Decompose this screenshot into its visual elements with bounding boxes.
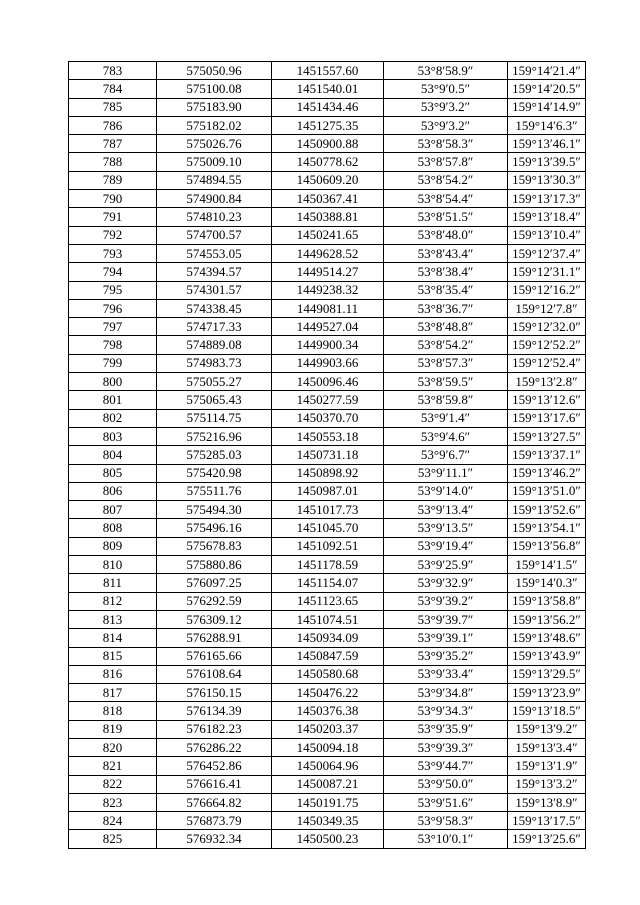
latitude-cell: 53°9′39.3″ bbox=[384, 738, 508, 756]
point-number-cell: 802 bbox=[69, 409, 157, 427]
table-row bbox=[69, 373, 586, 391]
table-row bbox=[69, 354, 586, 372]
point-number-cell: 801 bbox=[69, 391, 157, 409]
x-coordinate-cell: 574553.05 bbox=[157, 244, 272, 262]
longitude-cell: 159°13′54.1″ bbox=[508, 519, 586, 537]
point-number-cell: 798 bbox=[69, 336, 157, 354]
x-coordinate-cell: 575055.27 bbox=[157, 373, 272, 391]
table-row bbox=[69, 336, 586, 354]
y-coordinate-cell: 1451154.07 bbox=[272, 574, 384, 592]
longitude-cell: 159°14′0.3″ bbox=[508, 574, 586, 592]
y-coordinate-cell: 1451092.51 bbox=[272, 537, 384, 555]
x-coordinate-cell: 574900.84 bbox=[157, 190, 272, 208]
longitude-cell: 159°13′29.5″ bbox=[508, 665, 586, 683]
table-row bbox=[69, 446, 586, 464]
longitude-cell: 159°13′12.6″ bbox=[508, 391, 586, 409]
longitude-cell: 159°13′3.2″ bbox=[508, 775, 586, 793]
y-coordinate-cell: 1450580.68 bbox=[272, 665, 384, 683]
x-coordinate-cell: 575050.96 bbox=[157, 62, 272, 80]
longitude-cell: 159°13′17.3″ bbox=[508, 190, 586, 208]
latitude-cell: 53°9′58.3″ bbox=[384, 812, 508, 830]
latitude-cell: 53°8′38.4″ bbox=[384, 263, 508, 281]
latitude-cell: 53°8′54.2″ bbox=[384, 336, 508, 354]
x-coordinate-cell: 576616.41 bbox=[157, 775, 272, 793]
x-coordinate-cell: 575009.10 bbox=[157, 153, 272, 171]
table-row bbox=[69, 244, 586, 262]
x-coordinate-cell: 575285.03 bbox=[157, 446, 272, 464]
table-row bbox=[69, 556, 586, 574]
point-number-cell: 796 bbox=[69, 299, 157, 317]
longitude-cell: 159°13′1.9″ bbox=[508, 757, 586, 775]
longitude-cell: 159°13′56.2″ bbox=[508, 610, 586, 628]
longitude-cell: 159°12′7.8″ bbox=[508, 299, 586, 317]
y-coordinate-cell: 1451074.51 bbox=[272, 610, 384, 628]
point-number-cell: 811 bbox=[69, 574, 157, 592]
x-coordinate-cell: 574810.23 bbox=[157, 208, 272, 226]
x-coordinate-cell: 575065.43 bbox=[157, 391, 272, 409]
point-number-cell: 793 bbox=[69, 244, 157, 262]
table-row bbox=[69, 263, 586, 281]
table-row bbox=[69, 153, 586, 171]
latitude-cell: 53°8′48.0″ bbox=[384, 226, 508, 244]
x-coordinate-cell: 575183.90 bbox=[157, 98, 272, 116]
latitude-cell: 53°9′39.2″ bbox=[384, 592, 508, 610]
latitude-cell: 53°9′32.9″ bbox=[384, 574, 508, 592]
table-row bbox=[69, 665, 586, 683]
y-coordinate-cell: 1450277.59 bbox=[272, 391, 384, 409]
point-number-cell: 805 bbox=[69, 464, 157, 482]
table-row bbox=[69, 135, 586, 153]
table-row bbox=[69, 738, 586, 756]
x-coordinate-cell: 575420.98 bbox=[157, 464, 272, 482]
latitude-cell: 53°9′39.1″ bbox=[384, 629, 508, 647]
longitude-cell: 159°14′1.5″ bbox=[508, 556, 586, 574]
longitude-cell: 159°13′3.4″ bbox=[508, 738, 586, 756]
longitude-cell: 159°13′9.2″ bbox=[508, 720, 586, 738]
x-coordinate-cell: 576097.25 bbox=[157, 574, 272, 592]
point-number-cell: 788 bbox=[69, 153, 157, 171]
y-coordinate-cell: 1449081.11 bbox=[272, 299, 384, 317]
longitude-cell: 159°13′51.0″ bbox=[508, 482, 586, 500]
x-coordinate-cell: 576134.39 bbox=[157, 702, 272, 720]
table-row bbox=[69, 391, 586, 409]
table-row bbox=[69, 757, 586, 775]
x-coordinate-cell: 574717.33 bbox=[157, 318, 272, 336]
latitude-cell: 53°9′11.1″ bbox=[384, 464, 508, 482]
table-row bbox=[69, 537, 586, 555]
point-number-cell: 823 bbox=[69, 793, 157, 811]
latitude-cell: 53°8′54.2″ bbox=[384, 171, 508, 189]
x-coordinate-cell: 574700.57 bbox=[157, 226, 272, 244]
point-number-cell: 791 bbox=[69, 208, 157, 226]
latitude-cell: 53°8′57.3″ bbox=[384, 354, 508, 372]
y-coordinate-cell: 1450898.92 bbox=[272, 464, 384, 482]
x-coordinate-cell: 574889.08 bbox=[157, 336, 272, 354]
latitude-cell: 53°8′57.8″ bbox=[384, 153, 508, 171]
y-coordinate-cell: 1450367.41 bbox=[272, 190, 384, 208]
latitude-cell: 53°9′50.0″ bbox=[384, 775, 508, 793]
table-row bbox=[69, 80, 586, 98]
latitude-cell: 53°9′13.5″ bbox=[384, 519, 508, 537]
point-number-cell: 808 bbox=[69, 519, 157, 537]
latitude-cell: 53°9′39.7″ bbox=[384, 610, 508, 628]
table-row bbox=[69, 702, 586, 720]
longitude-cell: 159°13′37.1″ bbox=[508, 446, 586, 464]
x-coordinate-cell: 576932.34 bbox=[157, 830, 272, 848]
longitude-cell: 159°13′43.9″ bbox=[508, 647, 586, 665]
y-coordinate-cell: 1451178.59 bbox=[272, 556, 384, 574]
table-row bbox=[69, 793, 586, 811]
y-coordinate-cell: 1450094.18 bbox=[272, 738, 384, 756]
table-row bbox=[69, 171, 586, 189]
y-coordinate-cell: 1450553.18 bbox=[272, 427, 384, 445]
longitude-cell: 159°12′32.0″ bbox=[508, 318, 586, 336]
latitude-cell: 53°9′25.9″ bbox=[384, 556, 508, 574]
latitude-cell: 53°8′51.5″ bbox=[384, 208, 508, 226]
latitude-cell: 53°8′58.9″ bbox=[384, 62, 508, 80]
longitude-cell: 159°13′25.6″ bbox=[508, 830, 586, 848]
x-coordinate-cell: 576452.86 bbox=[157, 757, 272, 775]
x-coordinate-cell: 576150.15 bbox=[157, 684, 272, 702]
x-coordinate-cell: 575678.83 bbox=[157, 537, 272, 555]
y-coordinate-cell: 1450064.96 bbox=[272, 757, 384, 775]
point-number-cell: 822 bbox=[69, 775, 157, 793]
table-row bbox=[69, 427, 586, 445]
point-number-cell: 807 bbox=[69, 501, 157, 519]
point-number-cell: 790 bbox=[69, 190, 157, 208]
y-coordinate-cell: 1451557.60 bbox=[272, 62, 384, 80]
longitude-cell: 159°14′6.3″ bbox=[508, 116, 586, 134]
y-coordinate-cell: 1449238.32 bbox=[272, 281, 384, 299]
x-coordinate-cell: 574894.55 bbox=[157, 171, 272, 189]
x-coordinate-cell: 575880.86 bbox=[157, 556, 272, 574]
table-row bbox=[69, 116, 586, 134]
x-coordinate-cell: 574338.45 bbox=[157, 299, 272, 317]
table-row bbox=[69, 775, 586, 793]
x-coordinate-cell: 575494.30 bbox=[157, 501, 272, 519]
table-row bbox=[69, 464, 586, 482]
point-number-cell: 820 bbox=[69, 738, 157, 756]
point-number-cell: 825 bbox=[69, 830, 157, 848]
longitude-cell: 159°12′37.4″ bbox=[508, 244, 586, 262]
x-coordinate-cell: 575511.76 bbox=[157, 482, 272, 500]
latitude-cell: 53°8′35.4″ bbox=[384, 281, 508, 299]
y-coordinate-cell: 1450376.38 bbox=[272, 702, 384, 720]
longitude-cell: 159°13′39.5″ bbox=[508, 153, 586, 171]
x-coordinate-cell: 576182.23 bbox=[157, 720, 272, 738]
coordinates-table-body bbox=[69, 62, 586, 849]
longitude-cell: 159°12′52.4″ bbox=[508, 354, 586, 372]
table-row bbox=[69, 720, 586, 738]
table-row bbox=[69, 482, 586, 500]
latitude-cell: 53°8′36.7″ bbox=[384, 299, 508, 317]
table-row bbox=[69, 812, 586, 830]
longitude-cell: 159°14′14.9″ bbox=[508, 98, 586, 116]
y-coordinate-cell: 1450778.62 bbox=[272, 153, 384, 171]
latitude-cell: 53°9′19.4″ bbox=[384, 537, 508, 555]
latitude-cell: 53°9′34.8″ bbox=[384, 684, 508, 702]
point-number-cell: 818 bbox=[69, 702, 157, 720]
latitude-cell: 53°9′44.7″ bbox=[384, 757, 508, 775]
table-row bbox=[69, 830, 586, 848]
y-coordinate-cell: 1450500.23 bbox=[272, 830, 384, 848]
point-number-cell: 813 bbox=[69, 610, 157, 628]
x-coordinate-cell: 576664.82 bbox=[157, 793, 272, 811]
table-row bbox=[69, 501, 586, 519]
point-number-cell: 809 bbox=[69, 537, 157, 555]
latitude-cell: 53°8′58.3″ bbox=[384, 135, 508, 153]
coordinates-table bbox=[68, 61, 586, 849]
latitude-cell: 53°8′54.4″ bbox=[384, 190, 508, 208]
point-number-cell: 787 bbox=[69, 135, 157, 153]
longitude-cell: 159°13′17.5″ bbox=[508, 812, 586, 830]
table-row bbox=[69, 208, 586, 226]
y-coordinate-cell: 1450096.46 bbox=[272, 373, 384, 391]
longitude-cell: 159°13′23.9″ bbox=[508, 684, 586, 702]
table-row bbox=[69, 190, 586, 208]
longitude-cell: 159°13′27.5″ bbox=[508, 427, 586, 445]
x-coordinate-cell: 576288.91 bbox=[157, 629, 272, 647]
x-coordinate-cell: 574394.57 bbox=[157, 263, 272, 281]
latitude-cell: 53°9′0.5″ bbox=[384, 80, 508, 98]
point-number-cell: 821 bbox=[69, 757, 157, 775]
point-number-cell: 786 bbox=[69, 116, 157, 134]
point-number-cell: 785 bbox=[69, 98, 157, 116]
longitude-cell: 159°13′10.4″ bbox=[508, 226, 586, 244]
x-coordinate-cell: 576873.79 bbox=[157, 812, 272, 830]
point-number-cell: 799 bbox=[69, 354, 157, 372]
y-coordinate-cell: 1451017.73 bbox=[272, 501, 384, 519]
longitude-cell: 159°13′52.6″ bbox=[508, 501, 586, 519]
table-row bbox=[69, 409, 586, 427]
y-coordinate-cell: 1450476.22 bbox=[272, 684, 384, 702]
point-number-cell: 815 bbox=[69, 647, 157, 665]
point-number-cell: 806 bbox=[69, 482, 157, 500]
longitude-cell: 159°13′56.8″ bbox=[508, 537, 586, 555]
table-row bbox=[69, 98, 586, 116]
y-coordinate-cell: 1450191.75 bbox=[272, 793, 384, 811]
x-coordinate-cell: 575182.02 bbox=[157, 116, 272, 134]
y-coordinate-cell: 1449514.27 bbox=[272, 263, 384, 281]
longitude-cell: 159°14′20.5″ bbox=[508, 80, 586, 98]
x-coordinate-cell: 575496.16 bbox=[157, 519, 272, 537]
point-number-cell: 789 bbox=[69, 171, 157, 189]
point-number-cell: 812 bbox=[69, 592, 157, 610]
latitude-cell: 53°9′3.2″ bbox=[384, 116, 508, 134]
latitude-cell: 53°8′48.8″ bbox=[384, 318, 508, 336]
latitude-cell: 53°9′3.2″ bbox=[384, 98, 508, 116]
latitude-cell: 53°10′0.1″ bbox=[384, 830, 508, 848]
x-coordinate-cell: 575216.96 bbox=[157, 427, 272, 445]
table-row bbox=[69, 647, 586, 665]
latitude-cell: 53°9′14.0″ bbox=[384, 482, 508, 500]
y-coordinate-cell: 1450349.35 bbox=[272, 812, 384, 830]
point-number-cell: 794 bbox=[69, 263, 157, 281]
y-coordinate-cell: 1449527.04 bbox=[272, 318, 384, 336]
point-number-cell: 819 bbox=[69, 720, 157, 738]
longitude-cell: 159°13′46.1″ bbox=[508, 135, 586, 153]
y-coordinate-cell: 1450370.70 bbox=[272, 409, 384, 427]
y-coordinate-cell: 1451434.46 bbox=[272, 98, 384, 116]
y-coordinate-cell: 1451045.70 bbox=[272, 519, 384, 537]
longitude-cell: 159°12′31.1″ bbox=[508, 263, 586, 281]
y-coordinate-cell: 1450087.21 bbox=[272, 775, 384, 793]
latitude-cell: 53°9′33.4″ bbox=[384, 665, 508, 683]
y-coordinate-cell: 1450900.88 bbox=[272, 135, 384, 153]
latitude-cell: 53°9′6.7″ bbox=[384, 446, 508, 464]
point-number-cell: 816 bbox=[69, 665, 157, 683]
point-number-cell: 795 bbox=[69, 281, 157, 299]
longitude-cell: 159°13′30.3″ bbox=[508, 171, 586, 189]
x-coordinate-cell: 576292.59 bbox=[157, 592, 272, 610]
table-row bbox=[69, 610, 586, 628]
x-coordinate-cell: 574983.73 bbox=[157, 354, 272, 372]
point-number-cell: 814 bbox=[69, 629, 157, 647]
x-coordinate-cell: 575100.08 bbox=[157, 80, 272, 98]
table-row bbox=[69, 574, 586, 592]
y-coordinate-cell: 1449903.66 bbox=[272, 354, 384, 372]
latitude-cell: 53°8′59.8″ bbox=[384, 391, 508, 409]
longitude-cell: 159°12′52.2″ bbox=[508, 336, 586, 354]
point-number-cell: 810 bbox=[69, 556, 157, 574]
y-coordinate-cell: 1450203.37 bbox=[272, 720, 384, 738]
point-number-cell: 792 bbox=[69, 226, 157, 244]
table-row bbox=[69, 684, 586, 702]
point-number-cell: 804 bbox=[69, 446, 157, 464]
y-coordinate-cell: 1450731.18 bbox=[272, 446, 384, 464]
latitude-cell: 53°9′35.9″ bbox=[384, 720, 508, 738]
longitude-cell: 159°12′16.2″ bbox=[508, 281, 586, 299]
y-coordinate-cell: 1451275.35 bbox=[272, 116, 384, 134]
longitude-cell: 159°13′18.5″ bbox=[508, 702, 586, 720]
x-coordinate-cell: 576165.66 bbox=[157, 647, 272, 665]
longitude-cell: 159°13′8.9″ bbox=[508, 793, 586, 811]
x-coordinate-cell: 574301.57 bbox=[157, 281, 272, 299]
x-coordinate-cell: 575026.76 bbox=[157, 135, 272, 153]
latitude-cell: 53°9′51.6″ bbox=[384, 793, 508, 811]
point-number-cell: 784 bbox=[69, 80, 157, 98]
latitude-cell: 53°9′34.3″ bbox=[384, 702, 508, 720]
y-coordinate-cell: 1451123.65 bbox=[272, 592, 384, 610]
table-row bbox=[69, 629, 586, 647]
longitude-cell: 159°14′21.4″ bbox=[508, 62, 586, 80]
y-coordinate-cell: 1449628.52 bbox=[272, 244, 384, 262]
point-number-cell: 824 bbox=[69, 812, 157, 830]
table-row bbox=[69, 318, 586, 336]
longitude-cell: 159°13′48.6″ bbox=[508, 629, 586, 647]
y-coordinate-cell: 1449900.34 bbox=[272, 336, 384, 354]
table-row bbox=[69, 226, 586, 244]
latitude-cell: 53°8′43.4″ bbox=[384, 244, 508, 262]
table-row bbox=[69, 519, 586, 537]
y-coordinate-cell: 1450388.81 bbox=[272, 208, 384, 226]
point-number-cell: 783 bbox=[69, 62, 157, 80]
table-row bbox=[69, 592, 586, 610]
longitude-cell: 159°13′58.8″ bbox=[508, 592, 586, 610]
y-coordinate-cell: 1450987.01 bbox=[272, 482, 384, 500]
y-coordinate-cell: 1450847.59 bbox=[272, 647, 384, 665]
x-coordinate-cell: 576309.12 bbox=[157, 610, 272, 628]
latitude-cell: 53°9′13.4″ bbox=[384, 501, 508, 519]
x-coordinate-cell: 576108.64 bbox=[157, 665, 272, 683]
latitude-cell: 53°9′1.4″ bbox=[384, 409, 508, 427]
longitude-cell: 159°13′17.6″ bbox=[508, 409, 586, 427]
latitude-cell: 53°8′59.5″ bbox=[384, 373, 508, 391]
point-number-cell: 817 bbox=[69, 684, 157, 702]
x-coordinate-cell: 575114.75 bbox=[157, 409, 272, 427]
longitude-cell: 159°13′18.4″ bbox=[508, 208, 586, 226]
point-number-cell: 800 bbox=[69, 373, 157, 391]
y-coordinate-cell: 1450609.20 bbox=[272, 171, 384, 189]
latitude-cell: 53°9′4.6″ bbox=[384, 427, 508, 445]
y-coordinate-cell: 1451540.01 bbox=[272, 80, 384, 98]
y-coordinate-cell: 1450934.09 bbox=[272, 629, 384, 647]
table-row bbox=[69, 299, 586, 317]
point-number-cell: 803 bbox=[69, 427, 157, 445]
table-row bbox=[69, 62, 586, 80]
y-coordinate-cell: 1450241.65 bbox=[272, 226, 384, 244]
latitude-cell: 53°9′35.2″ bbox=[384, 647, 508, 665]
point-number-cell: 797 bbox=[69, 318, 157, 336]
longitude-cell: 159°13′2.8″ bbox=[508, 373, 586, 391]
x-coordinate-cell: 576286.22 bbox=[157, 738, 272, 756]
longitude-cell: 159°13′46.2″ bbox=[508, 464, 586, 482]
table-row bbox=[69, 281, 586, 299]
